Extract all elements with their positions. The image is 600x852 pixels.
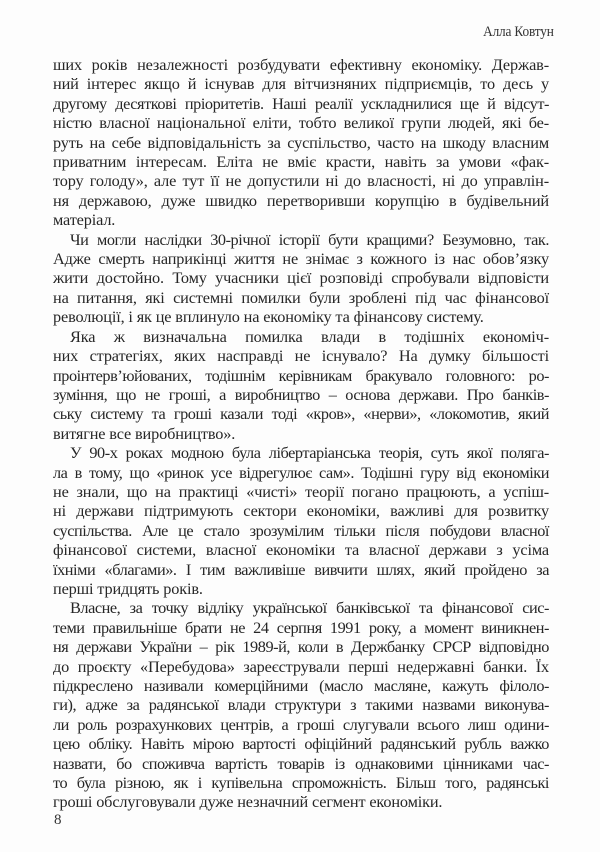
text-line: ших років незалежності розбудувати ефективну економіку. Держав-	[53, 55, 549, 74]
text-line: ську систему та гроші казали тоді «кров», «нерви», «локомотив, який	[53, 404, 549, 424]
text-line: ли роль розрахункових центрів, а гроші слугували всього лиш одини-	[53, 714, 549, 734]
text-line: теми правильніше брати не 24 серпня 1991 року, а момент виникнен-	[53, 617, 549, 637]
text-line: матеріал.	[53, 210, 116, 230]
text-line: фінансової системи, власної економіки та власної держави з усіма	[53, 540, 549, 560]
text-line: цею обліку. Навіть мірою вартості офіційний радянський рубль важко	[53, 734, 549, 754]
text-line: Чи могли наслідки 30-річної історії бути кращими? Безумовно, так.	[70, 229, 549, 249]
paragraph	[53, 55, 549, 230]
text-line: Адже смерть наприкінці життя не знімає з кожного із нас обов’язку	[53, 249, 549, 269]
text-line: гроші обслуговували дуже незначний сегмент економіки.	[53, 792, 443, 812]
text-line: тору голоду», але тут її не допустили ні до власності, ні до управлін-	[53, 171, 549, 191]
text-line: до проєкту «Перебудова» зареєстрували перші недержавні банки. Їх	[53, 656, 549, 676]
text-line: ла в тому, що «ринок усе відрегулює сам». Тодішні гуру від економіки	[53, 462, 549, 482]
text-line: проінтерв’юйованих, тодішнім керівникам бракувало головного: ро-	[53, 365, 549, 385]
paragraph	[53, 443, 549, 598]
text-line: зуміння, що не гроші, а виробництво – основа держави. Про банків-	[53, 384, 549, 404]
text-line: руть на себе відповідальність за суспільство, часто на шкоду власним	[53, 132, 549, 152]
text-line: другому десяткові пріоритетів. Наші реалії ускладнилися ще й відсут-	[53, 93, 549, 113]
text-line: ня державою, дуже швидко перетворивши корупцію в будівельний	[53, 190, 549, 210]
text-line: ня держави України – рік 1989-й, коли в Держбанку СРСР відповідно	[53, 637, 549, 657]
text-line: то була різною, як і купівельна спроможність. Більш того, радянські	[53, 773, 549, 793]
body-text	[53, 55, 549, 812]
text-line: революції, і як це вплинуло на економіку та фінансову систему.	[53, 307, 484, 327]
text-line: ністю власної національної еліти, тобто великої групи людей, які бе-	[53, 113, 549, 133]
text-line: назвати, бо споживча вартість товарів із однаковими цінниками час-	[53, 753, 549, 773]
running-header-author: Алла Ковтун	[483, 24, 554, 40]
text-line: ний інтерес якщо й існував для вітчизняних підприємців, то десь у	[53, 74, 549, 94]
text-line: на питання, які системні помилки були зроблені під час фінансової	[53, 287, 549, 307]
paragraph	[53, 598, 549, 811]
text-line: Власне, за точку відліку української банківської та фінансової сис-	[70, 598, 549, 618]
page-number: 8	[54, 812, 62, 828]
text-line: У 90-х роках модною була лібертаріанська теорія, суть якої полягa-	[70, 443, 549, 463]
text-line: суспільства. Але це стало зрозумілим тільки після побудови власної	[53, 520, 549, 540]
text-line: не знали, що на практиці «чисті» теорії погано працюють, а успіш-	[53, 481, 549, 501]
text-line: них стратегіях, яких насправді не існувало? На думку більшості	[53, 346, 549, 366]
text-line: Яка ж визначальна помилка влади в тодішніх економіч-	[70, 326, 549, 346]
paragraph	[53, 230, 549, 327]
paragraph	[53, 327, 549, 443]
text-line: ги), адже за радянської влади структури з такими назвами виконува-	[53, 695, 549, 715]
text-line: жити достойно. Тому учасники цієї розповіді спробували відповісти	[53, 268, 549, 288]
text-line: підкреслено називали комерційними (масло масляне, кажуть філоло-	[53, 676, 549, 695]
text-line: ні держави підтримують сектори економіки, важливі для розвитку	[53, 501, 549, 521]
text-line: перші тридцять років.	[53, 578, 203, 598]
text-line: витягне все виробництво».	[53, 423, 236, 443]
text-line: приватним інтересам. Еліта не вміє красти, навіть за умови «фак-	[53, 152, 549, 172]
text-line: їхніми «благами». І тим важливіше вивчити шлях, який пройдено за	[53, 559, 549, 579]
